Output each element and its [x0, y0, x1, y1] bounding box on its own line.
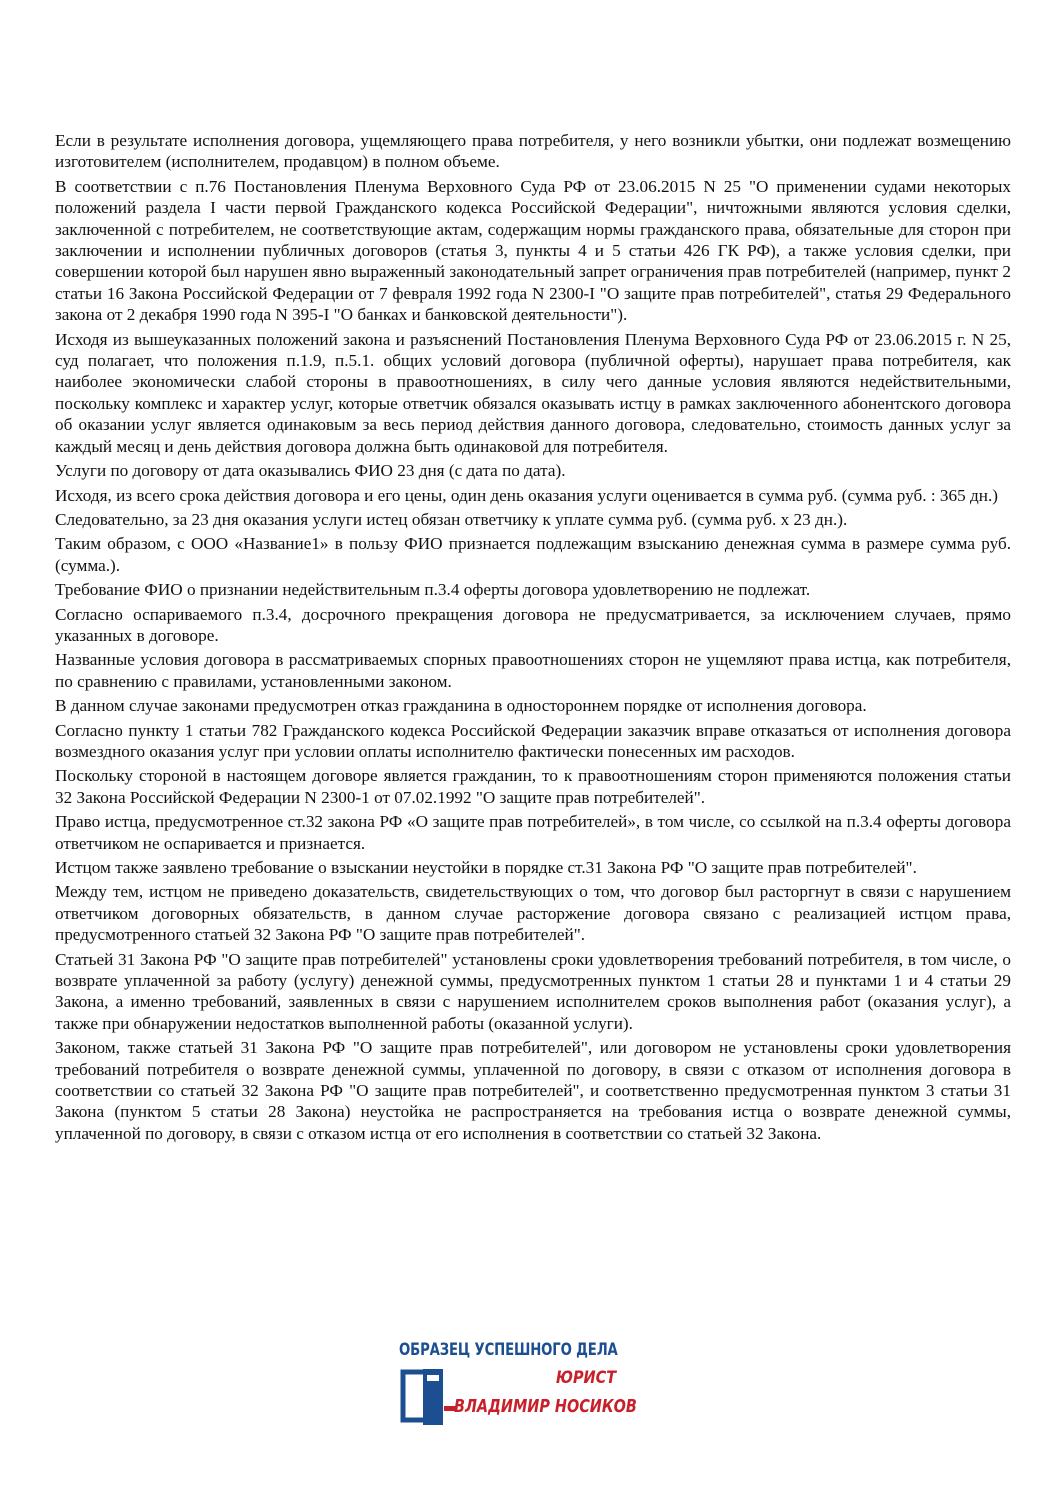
paragraph-1: Если в результате исполнения договора, ущемляющего права потребителя, у него возникли убытки, они подлежат возмещению изготовителем (исполнителем, продавцом) в полном объеме.: [55, 131, 1011, 172]
paragraph-4: Услуги по договору от дата оказывались ФИО 23 дня (с дата по дата).: [55, 461, 566, 481]
paragraph-7: Таким образом, с ООО «Название1» в пользу ФИО признается подлежащим взысканию денежная сумма в размере сумма руб. (сумма.).: [55, 534, 1011, 575]
paragraph-16: Между тем, истцом не приведено доказательств, свидетельствующих о том, что договор был расторгнут в связи с нарушением ответчиком договорных обязательств, в данном случае расторжение договора связано с реализацией истцом права, предусмотренного статьей 32 Закона РФ "О защите прав потребителей".: [55, 882, 1011, 945]
paragraph-15: Истцом также заявлено требование о взыскании неустойки в порядке ст.31 Закона РФ "О защите прав потребителей".: [55, 858, 917, 877]
paragraph-6: Следовательно, за 23 дня оказания услуги истец обязан ответчику к уплате сумма руб. (сумма руб. х 23 дн.).: [55, 509, 848, 529]
paragraph-17: Статьей 31 Закона РФ "О защите прав потребителей" установлены сроки удовлетворения требований потребителя, в том числе, о возврате уплаченной за работу (услугу) денежной суммы, предусмотренных пунктом 1 статьи 28 и пунктами 1 и 4 статьи 29 Закона, а именно требований, заявленных в связи с нарушением исполнителем сроков выполнения работ (оказания услуг), а также при обнаружении недостатков выполненной работы (оказанной услуги).: [55, 949, 1011, 1033]
paragraph-10: Названные условия договора в рассматриваемых спорных правоотношениях сторон не ущемляют права истца, как потребителя, по сравнению с правилами, установленными законом.: [55, 650, 1011, 691]
paragraph-9: Согласно оспариваемого п.3.4, досрочного прекращения договора не предусматривается, за исключением случаев, прямо указанных в договоре.: [55, 604, 1011, 645]
paragraph-11: В данном случае законами предусмотрен отказ гражданина в одностороннем порядке от исполнения договора.: [55, 696, 867, 716]
logo-title: ОБРАЗЕЦ УСПЕШНОГО ДЕЛА: [399, 1340, 618, 1360]
paragraph-12: Согласно пункту 1 статьи 782 Гражданского кодекса Российской Федерации заказчик вправе отказаться от исполнения договора возмездного оказания услуг при условии оплаты исполнителю фактически понесенных им расходов.: [55, 720, 1011, 761]
lawyer-logo: [396, 1338, 666, 1430]
paragraph-2: В соответствии с п.76 Постановления Пленума Верховного Суда РФ от 23.06.2015 N 25 "О применении судами некоторых положений раздела I части первой Гражданского кодекса Российской Федерации", ничтожными являются условия сделки, заключенной с потребителем, не соответствующие актам, содержащим нормы гражданского права, обязательные для сторон при заключении и исполнении публичных договоров (статья 3, пункты 4 и 5 статьи 426 ГК РФ), а также условия сделки, при совершении которой был нарушен явно выраженный законодательный запрет ограничения прав потребителей (например, пункт 2 статьи 16 Закона Российской Федерации от 7 февраля 1992 года N 2300-I "О защите прав потребителей", статья 29 Федерального закона от 2 декабря 1990 года N 395-I "О банках и банковской деятельности").: [55, 176, 1011, 325]
logo-role: ЮРИСТ: [556, 1368, 617, 1388]
paragraph-18: Законом, также статьей 31 Закона РФ "О защите прав потребителей", или договором не установлены сроки удовлетворения требований потребителя о возврате денежной суммы, уплаченной по договору, в связи с отказом от исполнения договора в соответствии со статьей 32 Закона РФ "О защите прав потребителей", и соответственно предусмотренная пунктом 3 статьи 31 Закона (пунктом 5 статьи 28 Закона) неустойка не распространяется на требования истца о возврате денежной суммы, уплаченной по договору, в связи с отказом истца от его исполнения в соответствии со статьей 32 Закона.: [55, 1038, 1011, 1143]
paragraph-8: Требование ФИО о признании недействительным п.3.4 оферты договора удовлетворению не подлежат.: [55, 580, 811, 600]
paragraph-3: Исходя из вышеуказанных положений закона и разъяснений Постановления Пленума Верховного Суда РФ от 23.06.2015 г. N 25, суд полагает, что положения п.1.9, п.5.1. общих условий договора (публичной оферты), нарушает права потребителя, как наиболее экономически слабой стороны в правоотношениях, в силу чего данные условия являются недействительными, поскольку комплекс и характер услуг, которые ответчик обязался оказывать истцу в рамках заключенного абонентского договора об оказании услуг является одинаковым за весь период действия данного договора, следовательно, стоимость данных услуг за каждый месяц и день действия договора должна быть одинаковой для потребителя.: [55, 329, 1011, 456]
paragraph-14: Право истца, предусмотренное ст.32 закона РФ «О защите прав потребителей», в том числе, со ссылкой на п.3.4 оферты договора ответчиком не оспаривается и признается.: [55, 812, 1011, 853]
logo-name: ВЛАДИМИР НОСИКОВ: [454, 1396, 637, 1417]
document-body: [55, 130, 1011, 1147]
paragraph-13: Поскольку стороной в настоящем договоре является гражданин, то к правоотношениям сторон применяются положения статьи 32 Закона Российской Федерации N 2300-1 от 07.02.1992 "О защите прав потребителей".: [55, 766, 1011, 807]
paragraph-5: Исходя, из всего срока действия договора и его цены, один день оказания услуги оценивается в сумма руб. (сумма руб. : 365 дн.): [55, 485, 998, 505]
document-icon: [398, 1366, 458, 1428]
